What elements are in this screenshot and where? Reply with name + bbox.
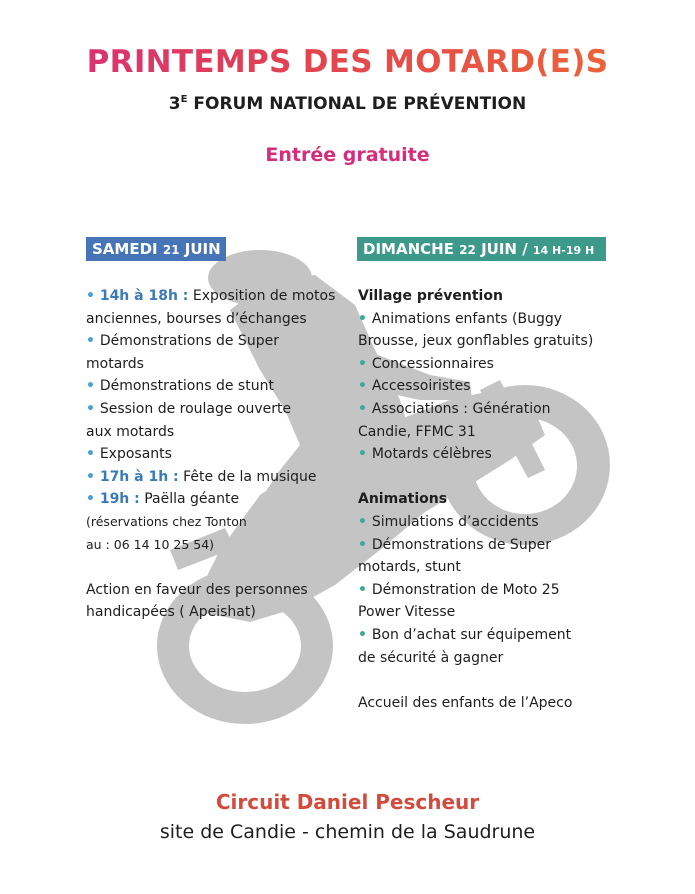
program-text: aux motards bbox=[86, 423, 175, 440]
sunday-month: JUIN / bbox=[475, 240, 533, 258]
time-label: 14h à 18h : bbox=[99, 288, 189, 304]
saturday-header bbox=[86, 237, 226, 261]
bullet-icon: • bbox=[358, 626, 372, 643]
program-line bbox=[358, 511, 638, 534]
bullet-icon: • bbox=[358, 355, 372, 372]
program-line bbox=[86, 308, 346, 331]
program-text: Exposants bbox=[99, 446, 172, 463]
program-line bbox=[86, 421, 346, 444]
program-text: Paëlla géante bbox=[139, 491, 240, 508]
program-text: Brousse, jeux gonflables gratuits) bbox=[358, 333, 594, 350]
saturday-program bbox=[86, 285, 346, 624]
program-text: Session de roulage ouverte bbox=[99, 400, 292, 417]
sunday-day: DIMANCHE bbox=[363, 240, 460, 258]
program-text: Simulations d’accidents bbox=[371, 513, 539, 530]
program-text: Bon d’achat sur équipement bbox=[371, 626, 572, 643]
program-text: motards bbox=[86, 355, 144, 372]
event-title: PRINTEMPS DES MOTARD(E)S bbox=[0, 44, 695, 80]
bullet-icon: • bbox=[358, 581, 372, 598]
program-line bbox=[86, 353, 346, 376]
program-text: Exposition de motos bbox=[188, 288, 336, 304]
sunday-date: 22 bbox=[459, 243, 476, 257]
bullet-icon: • bbox=[358, 513, 372, 530]
saturday-date: 21 bbox=[162, 243, 180, 257]
program-line bbox=[358, 398, 638, 421]
program-line bbox=[358, 624, 638, 647]
program-text: Motards célèbres bbox=[371, 446, 492, 463]
sunday-hours: 14 H-19 H bbox=[532, 244, 595, 257]
bullet-icon: • bbox=[86, 333, 100, 350]
program-text: au : 06 14 10 25 54) bbox=[86, 536, 215, 552]
program-line bbox=[358, 669, 638, 692]
program-text: de sécurité à gagner bbox=[358, 649, 504, 666]
bullet-icon: • bbox=[86, 468, 100, 485]
program-text: Associations : Génération bbox=[371, 400, 551, 417]
sunday-program bbox=[358, 285, 638, 714]
program-line bbox=[358, 308, 638, 331]
event-subtitle bbox=[0, 94, 695, 114]
subtitle-prefix: 3 bbox=[168, 94, 181, 114]
program-text: motards, stunt bbox=[358, 559, 461, 576]
program-text: Action en faveur des personnes bbox=[86, 581, 308, 598]
program-text: Accueil des enfants de l’Apeco bbox=[358, 694, 573, 711]
program-line bbox=[86, 556, 346, 579]
bullet-icon: • bbox=[86, 400, 100, 417]
program-line bbox=[358, 285, 638, 308]
program-line bbox=[358, 601, 638, 624]
bullet-icon: • bbox=[86, 491, 100, 508]
time-label: 19h : bbox=[99, 491, 140, 508]
program-line bbox=[358, 692, 638, 715]
program-line bbox=[86, 443, 346, 466]
program-line bbox=[358, 647, 638, 670]
section-heading: Animations bbox=[358, 491, 448, 508]
venue-name: Circuit Daniel Pescheur bbox=[215, 790, 480, 814]
program-text: Fête de la musique bbox=[178, 468, 317, 485]
program-line bbox=[86, 466, 346, 489]
program-line bbox=[86, 579, 346, 602]
bullet-icon: • bbox=[358, 400, 372, 417]
program-text: Démonstration de Moto 25 bbox=[371, 581, 560, 598]
venue-address: site de Candie - chemin de la Saudrune bbox=[159, 821, 536, 843]
bullet-icon: • bbox=[86, 378, 100, 395]
program-text: Démonstrations de Super bbox=[371, 536, 551, 553]
program-line bbox=[86, 601, 346, 624]
program-text: Candie, FFMC 31 bbox=[358, 423, 476, 440]
program-text: Accessoiristes bbox=[371, 378, 471, 395]
free-entry: Entrée gratuite bbox=[265, 144, 430, 166]
program-line bbox=[358, 330, 638, 353]
program-text: Démonstrations de Super bbox=[99, 333, 279, 350]
program-text: Animations enfants (Buggy bbox=[371, 310, 563, 327]
program-text: anciennes, bourses d’échanges bbox=[86, 310, 307, 327]
bullet-icon: • bbox=[358, 378, 372, 395]
program-line bbox=[86, 534, 346, 557]
saturday-day: SAMEDI bbox=[92, 240, 163, 258]
program-line bbox=[86, 511, 346, 534]
program-line bbox=[358, 375, 638, 398]
subtitle-rest: FORUM NATIONAL DE PRÉVENTION bbox=[187, 94, 527, 114]
subtitle-superscript: E bbox=[180, 94, 188, 105]
bullet-icon: • bbox=[358, 310, 372, 327]
program-line bbox=[358, 353, 638, 376]
program-line bbox=[86, 330, 346, 353]
program-text: (réservations chez Tonton bbox=[86, 513, 247, 529]
program-text: Power Vitesse bbox=[358, 604, 456, 621]
program-line bbox=[358, 443, 638, 466]
program-line bbox=[86, 375, 346, 398]
bullet-icon: • bbox=[358, 446, 372, 463]
saturday-month: JUIN bbox=[179, 240, 221, 258]
bullet-icon: • bbox=[86, 446, 100, 463]
program-line bbox=[86, 285, 346, 308]
program-line bbox=[358, 579, 638, 602]
section-heading: Village prévention bbox=[358, 288, 503, 304]
program-text: Concessionnaires bbox=[371, 355, 494, 372]
program-line bbox=[358, 556, 638, 579]
program-line bbox=[358, 534, 638, 557]
bullet-icon: • bbox=[358, 536, 372, 553]
sunday-header bbox=[357, 237, 606, 261]
bullet-icon: • bbox=[86, 288, 100, 304]
program-line bbox=[358, 466, 638, 489]
program-line bbox=[86, 488, 346, 511]
program-line bbox=[358, 421, 638, 444]
program-text: Démonstrations de stunt bbox=[99, 378, 274, 395]
program-line bbox=[86, 398, 346, 421]
program-text: handicapées ( Apeishat) bbox=[86, 604, 256, 621]
program-line bbox=[358, 488, 638, 511]
time-label: 17h à 1h : bbox=[99, 468, 179, 485]
